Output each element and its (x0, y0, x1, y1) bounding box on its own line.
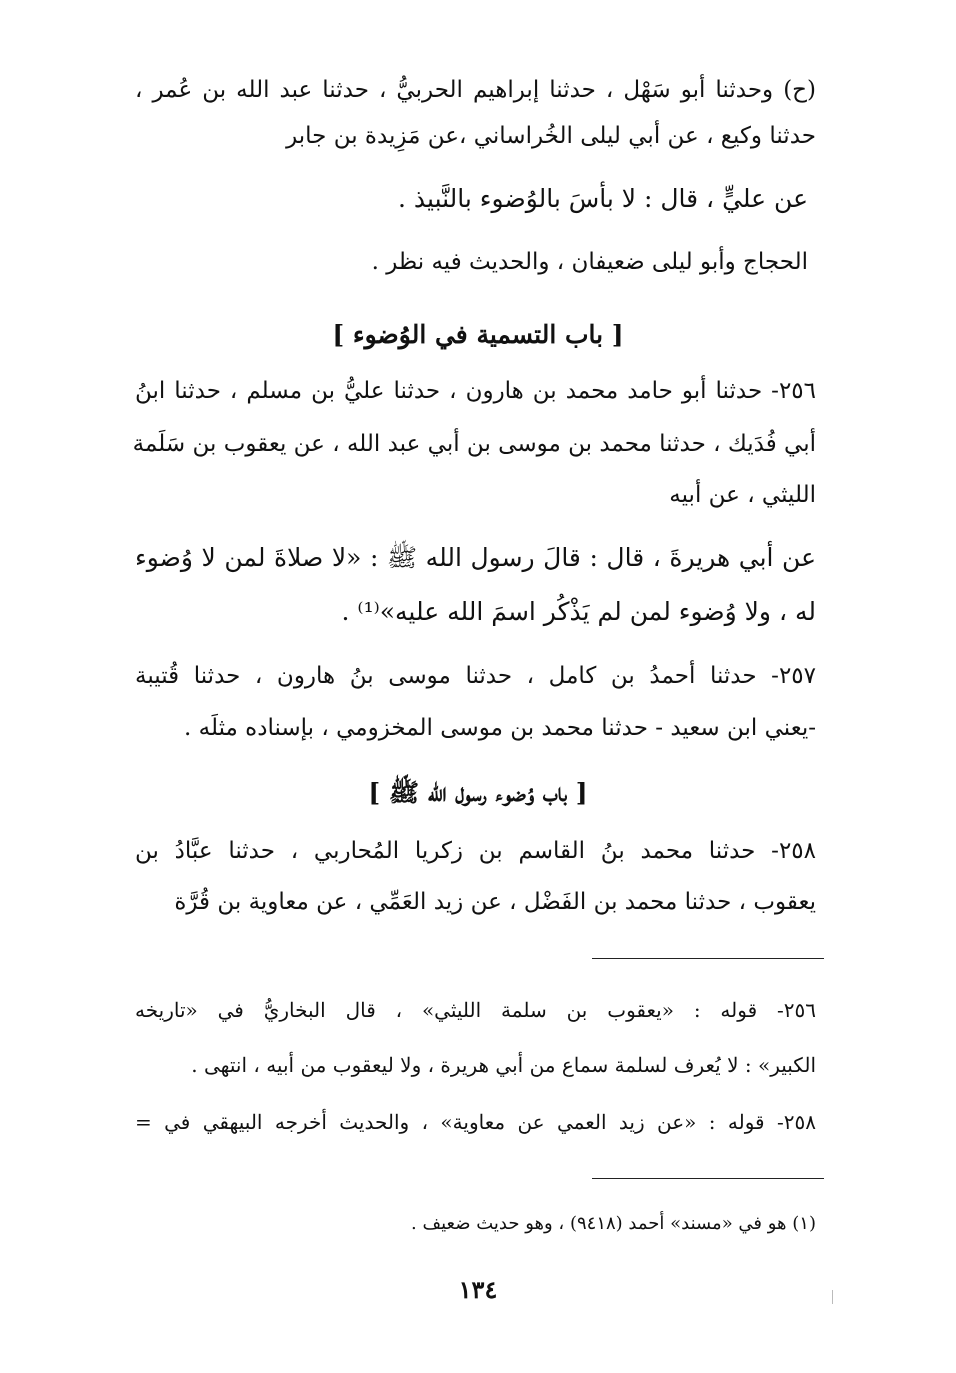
chapter-heading: [ باب التسمية في الوُضوء ] (332, 320, 624, 349)
hadith-text-line: له ، ولا وُضوء لمن لم يَذْكُر اسمَ الله عليه»⁽¹⁾ . (341, 597, 816, 626)
hadith-text-line: عن عليٍّ ، قال : لا بأسَ بالوُضوء بالنَّبيذ . (398, 184, 808, 213)
hadith-text-line: عن أبي هريرةَ ، قال : قالَ رسول الله ﷺ : «لا صلاةَ لمن لا وُضوء (135, 543, 816, 572)
text-line: حدثنا وكيع ، عن أبي ليلى الخُراساني ،عن مَزِيدة بن جابر (286, 123, 816, 149)
text-line: الليثي ، عن أبيه (669, 482, 816, 508)
text-line: -يعني ابن سعيد - حدثنا محمد بن موسى المخزومي ، بإسناده مثلَه . (184, 715, 816, 741)
scan-mark (832, 1290, 833, 1304)
text-line: أبي فُدَيك ، حدثنا محمد بن موسى بن أبي عبد الله ، عن يعقوب بن سَلَمة (132, 431, 816, 457)
text-line: ٢٥٧- حدثنا أحمدُ بن كامل ، حدثنا موسى بنُ هارون ، حدثنا قُتيبة (135, 663, 816, 689)
text-line: (ح) وحدثنا أبو سَهْل ، حدثنا إبراهيم الحربيُّ ، حدثنا عبد الله بن عُمر ، (135, 77, 816, 103)
text-line: يعقوب ، حدثنا محمد بن الفَضْل ، عن زيد العَمِّي ، عن معاوية بن قُرَّة (174, 889, 816, 915)
commentary-line: ٢٥٦- قوله : «يعقوب بن سلمة الليثي» ، قال البخاريُّ في «تاريخه (135, 998, 816, 1022)
commentary-line: ٢٥٨- قوله : «عن زيد العمي عن معاوية» ، والحديث أخرجه البيهقي في = (135, 1110, 816, 1134)
text-line: الحجاج وأبو ليلى ضعيفان ، والحديث فيه نظر . (371, 249, 808, 275)
chapter-heading: [ باب وُضوء رسول الله ﷺ ] (368, 778, 588, 807)
commentary-line: الكبير» : لا يُعرف لسلمة سماع من أبي هريرة ، ولا ليعقوب من أبيه ، انتهى . (191, 1053, 816, 1077)
text-line: ٢٥٨- حدثنا محمد بنُ القاسم بن زكريا المُحاربي ، حدثنا عبَّادُ بن (135, 838, 816, 864)
page-number: ١٣٤ (458, 1275, 498, 1304)
footnote: (١) هو في «مسند» أحمد (٩٤١٨) ، وهو حديث ضعيف . (411, 1213, 816, 1234)
separator-rule (592, 958, 824, 959)
footnote-separator (592, 1178, 824, 1179)
text-line: ٢٥٦- حدثنا أبو حامد محمد بن هارون ، حدثنا عليُّ بن مسلم ، حدثنا ابنُ (135, 378, 816, 404)
